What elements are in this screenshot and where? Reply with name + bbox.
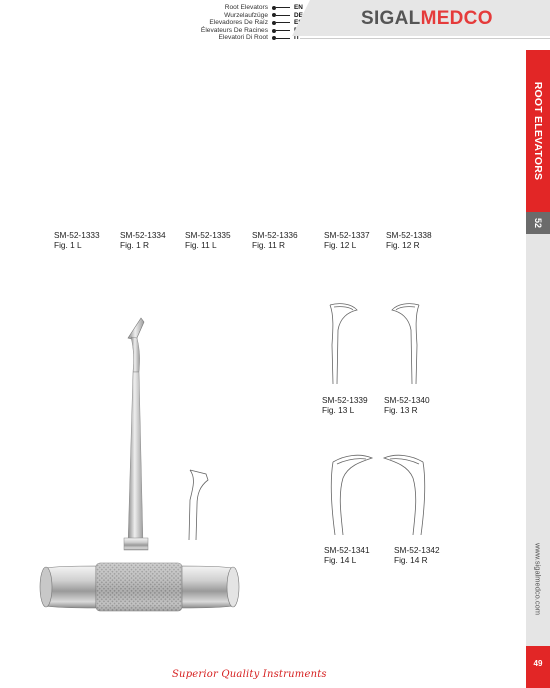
language-code: IT (294, 34, 300, 42)
tip-drawing-fig1 (189, 470, 208, 540)
product-fig: Fig. 13 L (322, 404, 355, 415)
product-code: SM-52-1335 (185, 230, 231, 240)
product-fig: Fig. 11 L (185, 239, 217, 250)
tip-drawing-fig14l (331, 455, 372, 535)
footer-tagline: Superior Quality Instruments (172, 669, 327, 680)
language-name: Wurzelaufzüge (224, 11, 268, 19)
language-name: Root Elevators (224, 4, 268, 11)
product-code: SM-52-1339 (322, 395, 368, 405)
language-name: Elevadores De Raíz (209, 19, 268, 27)
product-fig: Fig. 1 R (120, 239, 150, 250)
product-fig: Fig. 12 L (324, 239, 357, 250)
product-code: SM-52-1342 (394, 545, 440, 555)
product-fig: Fig. 12 R (386, 239, 420, 250)
language-name: Élevateurs De Racines (200, 26, 268, 34)
product-code: SM-52-1338 (386, 230, 432, 240)
tip-drawing-fig14r (384, 455, 425, 535)
logo-part-2: MEDCO (420, 8, 493, 29)
logo-part-1: SIGAL (361, 8, 421, 29)
tip-drawing-fig13r (392, 304, 419, 384)
section-title: ROOT ELEVATORS (532, 81, 544, 181)
t-handle-elevator-image (40, 318, 239, 611)
product-code: SM-52-1336 (252, 230, 298, 240)
product-fig: Fig. 11 R (252, 239, 286, 250)
product-code: SM-52-1333 (54, 230, 100, 240)
product-code: SM-52-1341 (324, 545, 370, 555)
product-code: SM-52-1340 (384, 395, 430, 405)
product-code: SM-52-1337 (324, 230, 370, 240)
product-fig: Fig. 1 L (54, 239, 82, 250)
page-number: 49 (533, 659, 543, 668)
language-name: Elevatori Di Root (218, 34, 268, 42)
website-text: www.sigalmedco.com (533, 542, 543, 616)
section-number: 52 (533, 217, 543, 229)
product-fig: Fig. 14 L (324, 554, 357, 565)
product-code: SM-52-1334 (120, 230, 166, 240)
tip-drawing-fig13l (330, 304, 357, 384)
product-fig: Fig. 13 R (384, 404, 418, 415)
product-fig: Fig. 14 R (394, 554, 428, 565)
